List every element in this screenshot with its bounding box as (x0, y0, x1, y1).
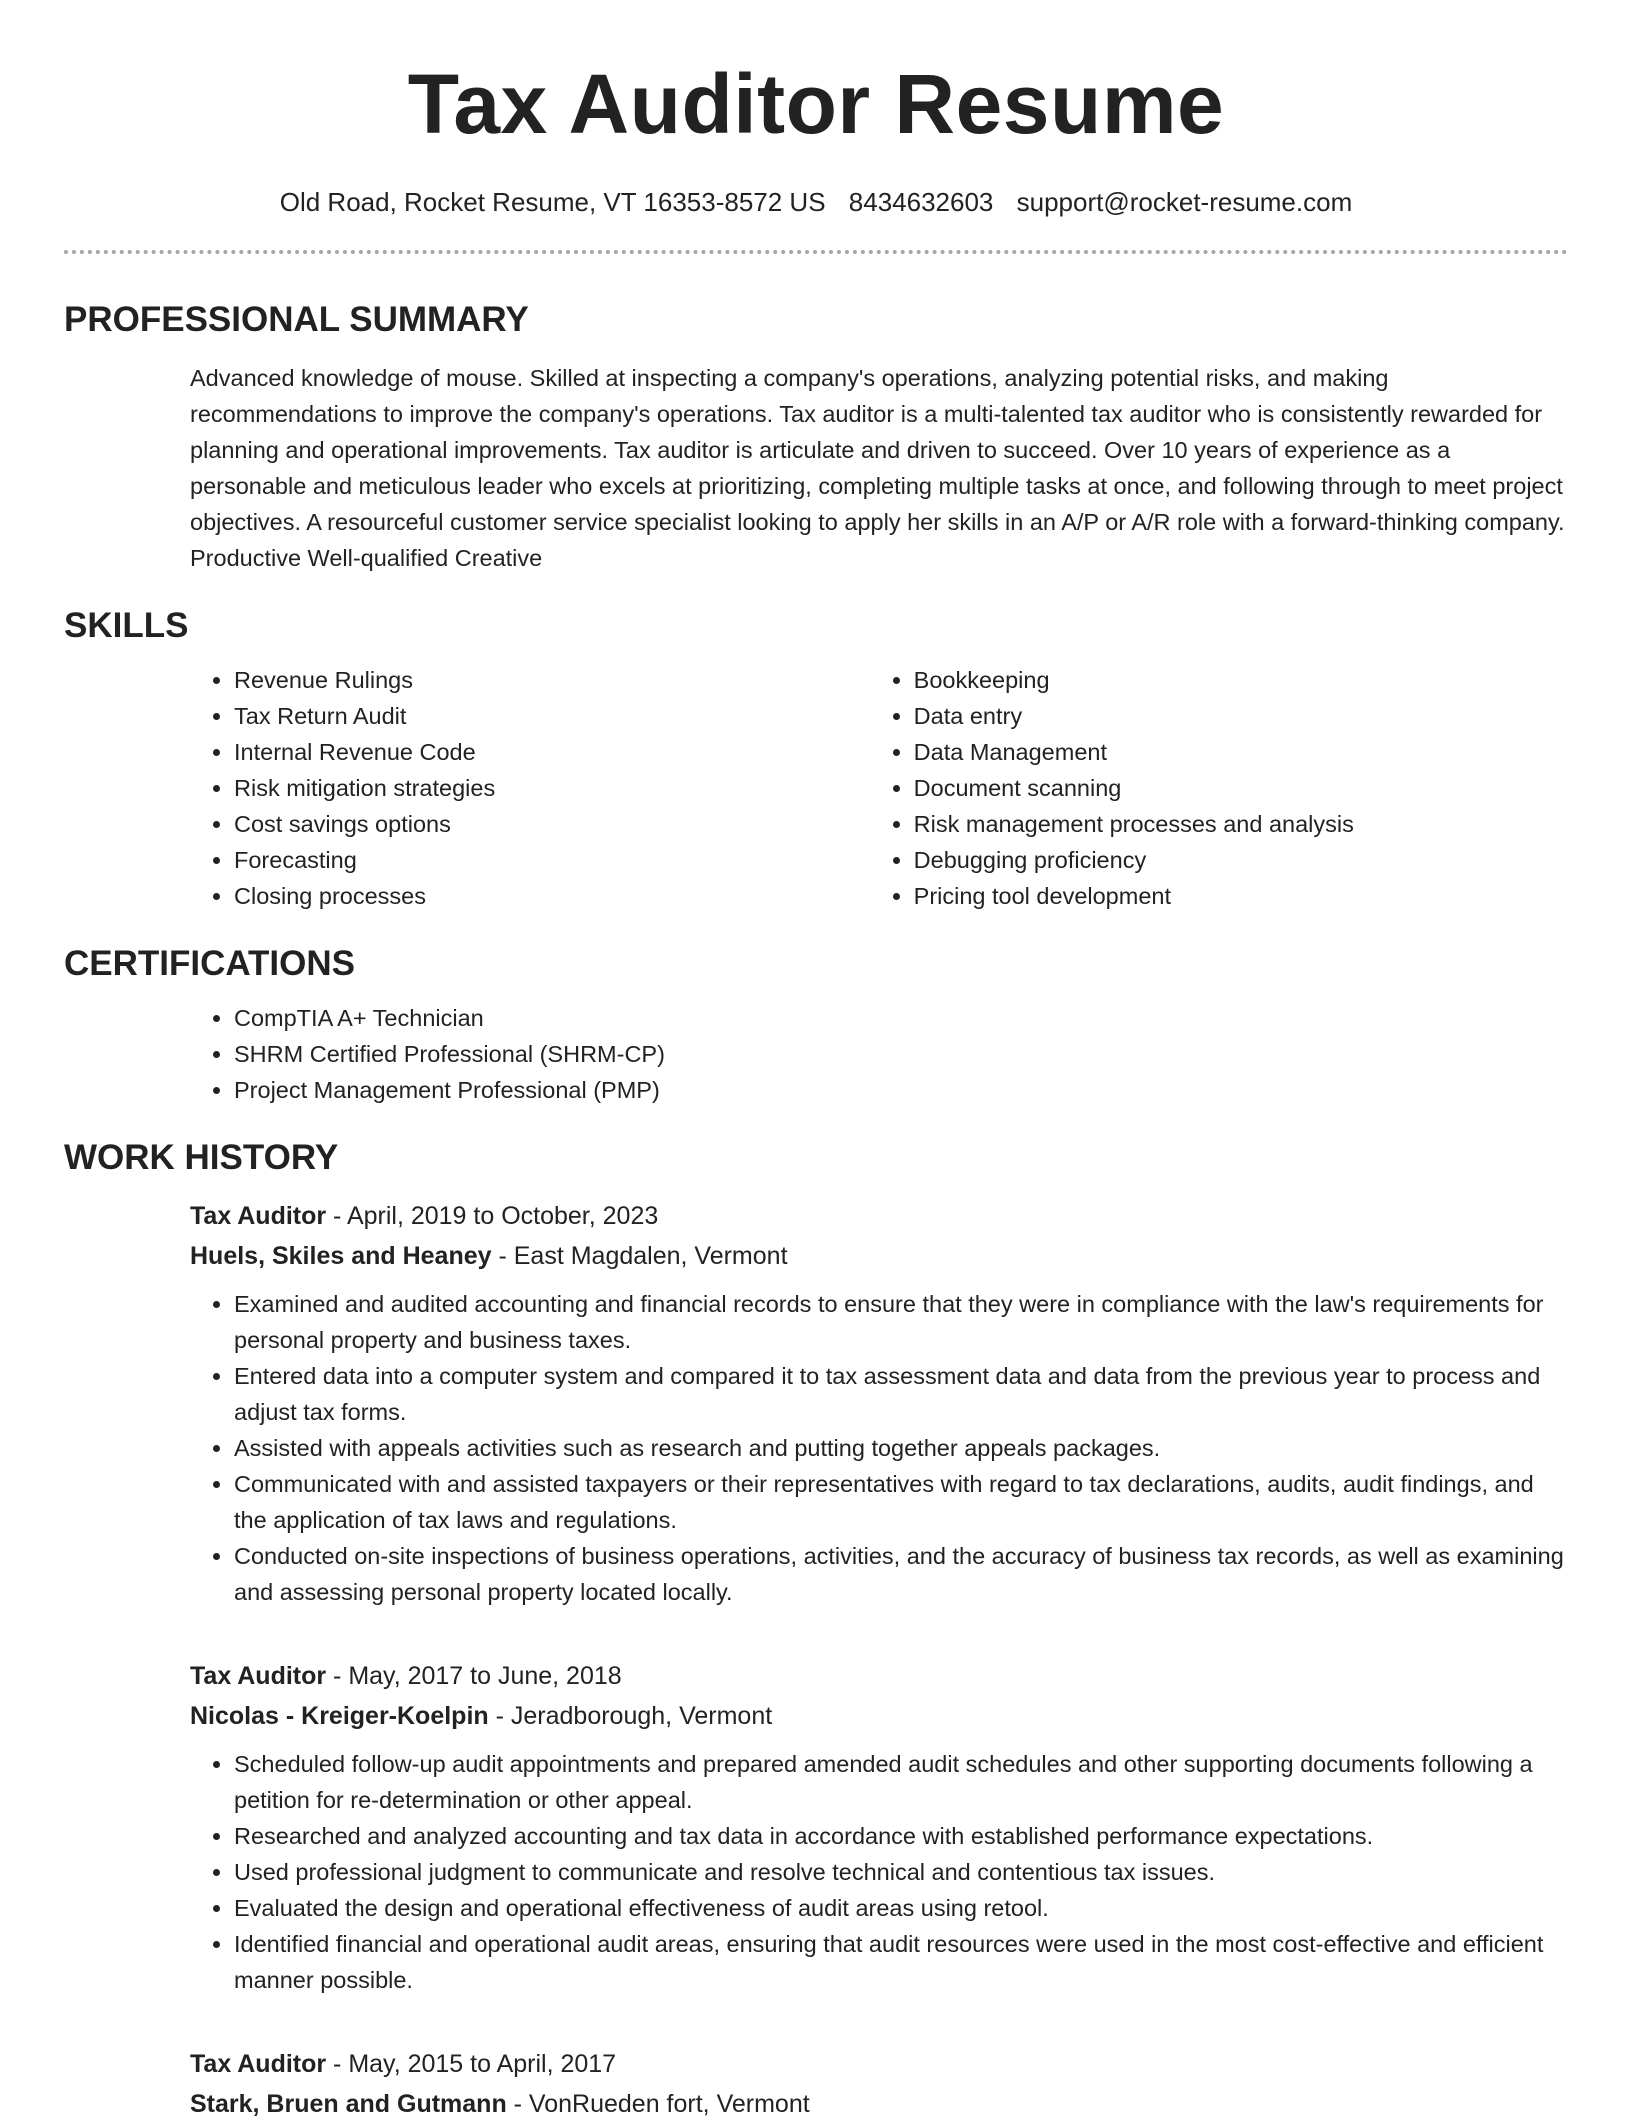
skill-item: • Debugging proficiency (914, 842, 1568, 878)
job-duty: • Communicated with and assisted taxpayers or their representatives with regard to tax declarations, audits, audit findings, and the application of tax laws and regulations. (234, 1466, 1568, 1538)
job-company: Stark, Bruen and Gutmann (190, 2090, 507, 2118)
job-dates: - May, 2015 to April, 2017 (326, 2050, 617, 2078)
certifications-content (190, 1000, 1568, 1108)
certifications-list (190, 1000, 1568, 1108)
job-company-line (190, 1236, 1568, 1276)
work-history-section (64, 1136, 1568, 2124)
section-heading-certifications: CERTIFICATIONS (64, 944, 356, 983)
contact-line (64, 184, 1568, 220)
job-duties-list (190, 1286, 1568, 1610)
skill-item: • Document scanning (914, 770, 1568, 806)
certification-item: • CompTIA A+ Technician (234, 1000, 1568, 1036)
certifications-section (64, 942, 1568, 1108)
summary-text: Advanced knowledge of mouse. Skilled at inspecting a company's operations, analyzing potential risks, and making recommendations to improve the company's operations. Tax auditor is a multi-talented tax auditor who is consistently rewarded for planning and operational improvements. Tax auditor is articulate and driven to succeed. Over 10 years of experience as a personable and meticulous leader who excels at prioritizing, completing multiple tasks at once, and following through to meet project objectives. A resourceful customer service specialist looking to apply her skills in an A/P or A/R role with a forward-thinking company. Productive Well-qualified Creative (190, 365, 1565, 571)
job-entry (190, 1656, 1568, 1998)
section-heading-summary: PROFESSIONAL SUMMARY (64, 300, 529, 339)
job-duty: • Entered data into a computer system and compared it to tax assessment data and data from the previous year to process and adjust tax forms. (234, 1358, 1568, 1430)
job-duty: • Evaluated the design and operational effectiveness of audit areas using retool. (234, 1890, 1568, 1926)
job-location: - Jeradborough, Vermont (488, 1702, 773, 1730)
skill-item: • Risk management processes and analysis (914, 806, 1568, 842)
job-title: Tax Auditor (190, 1662, 327, 1690)
skill-item: • Pricing tool development (914, 878, 1568, 914)
job-duty: • Assisted with appeals activities such as research and putting together appeals packages. (234, 1430, 1568, 1466)
job-duty: • Scheduled follow-up audit appointments and prepared amended audit schedules and other supporting documents following a petition for re-determination or other appeal. (234, 1746, 1568, 1818)
skills-section (64, 604, 1568, 914)
job-duty: • Researched and analyzed accounting and tax data in accordance with established performance expectations. (234, 1818, 1568, 1854)
job-duty: • Conducted on-site inspections of business operations, activities, and the accuracy of business tax records, as well as examining and assessing personal property located locally. (234, 1538, 1568, 1610)
contact-address: Old Road, Rocket Resume, VT 16353-8572 US (279, 187, 826, 217)
certification-item: • Project Management Professional (PMP) (234, 1072, 1568, 1108)
job-dates: - April, 2019 to October, 2023 (326, 1202, 659, 1230)
job-duty: • Used professional judgment to communicate and resolve technical and contentious tax issues. (234, 1854, 1568, 1890)
job-duties-list (190, 1746, 1568, 1998)
job-company-line (190, 1696, 1568, 1736)
job-company: Nicolas - Kreiger-Koelpin (190, 1702, 489, 1730)
job-entry (190, 2044, 1568, 2124)
job-title: Tax Auditor (190, 2050, 327, 2078)
skills-columns (190, 662, 1568, 914)
section-heading-work-history: WORK HISTORY (64, 1138, 339, 1177)
skill-item: • Cost savings options (234, 806, 870, 842)
job-entry (190, 1196, 1568, 1610)
skill-item: • Internal Revenue Code (234, 734, 870, 770)
skills-list-left (190, 662, 870, 914)
job-dates: - May, 2017 to June, 2018 (326, 1662, 622, 1690)
job-title-line (190, 2044, 1568, 2084)
job-company: Huels, Skiles and Heaney (190, 1242, 492, 1270)
job-location: - VonRueden fort, Vermont (506, 2090, 810, 2118)
job-title: Tax Auditor (190, 1202, 327, 1230)
job-duty: • Identified financial and operational audit areas, ensuring that audit resources were used in the most cost-effective and efficient manner possible. (234, 1926, 1568, 1998)
skill-item: • Forecasting (234, 842, 870, 878)
header-divider (64, 250, 1568, 254)
skill-item: • Tax Return Audit (234, 698, 870, 734)
section-heading-skills: SKILLS (64, 606, 189, 645)
job-location: - East Magdalen, Vermont (491, 1242, 788, 1270)
job-duty: • Examined and audited accounting and financial records to ensure that they were in compliance with the law's requirements for personal property and business taxes. (234, 1286, 1568, 1358)
skills-list-right (870, 662, 1568, 914)
resume-title: Tax Auditor Resume (407, 57, 1225, 151)
skill-item: • Revenue Rulings (234, 662, 870, 698)
skill-item: • Data Management (914, 734, 1568, 770)
certification-item: • SHRM Certified Professional (SHRM-CP) (234, 1036, 1568, 1072)
skill-item: • Data entry (914, 698, 1568, 734)
job-title-line (190, 1196, 1568, 1236)
contact-phone: 8434632603 (848, 187, 994, 217)
job-title-line (190, 1656, 1568, 1696)
skill-item: • Bookkeeping (914, 662, 1568, 698)
skill-item: • Closing processes (234, 878, 870, 914)
contact-email: support@rocket-resume.com (1016, 187, 1353, 217)
skill-item: • Risk mitigation strategies (234, 770, 870, 806)
professional-summary-section (64, 298, 1568, 576)
job-company-line (190, 2084, 1568, 2124)
work-history-content (190, 1196, 1568, 2124)
